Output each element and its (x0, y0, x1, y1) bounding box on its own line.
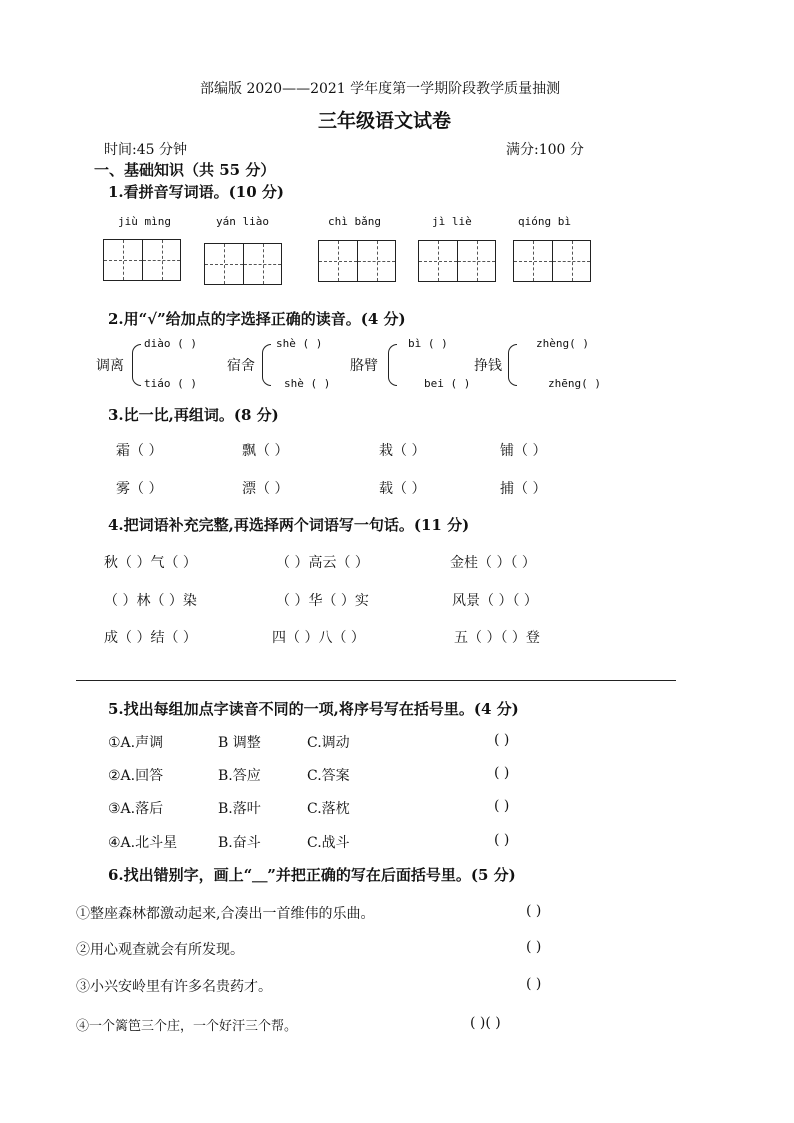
q3-item[interactable]: 捕（ ） (500, 481, 547, 497)
answer-grid-2[interactable] (204, 243, 282, 285)
q2-option-bottom-3[interactable]: bei ( ) (424, 377, 471, 390)
q5-answer-blank[interactable]: ( ) (494, 832, 510, 848)
q5-option-b: B.落叶 (218, 801, 261, 817)
brace (262, 344, 271, 386)
answer-grid-4[interactable] (418, 240, 496, 282)
q2-option-bottom-2[interactable]: shè ( ) (284, 377, 331, 390)
q6-sentence-1: ①整座森林都激动起来,合凑出一首维伟的乐曲。 (76, 906, 375, 922)
q1-pinyin-4: jì liè (432, 215, 472, 228)
q3-item[interactable]: 漂（ ） (242, 481, 289, 497)
q5-option-c: C.战斗 (307, 835, 350, 851)
q4-title: 4.把词语补充完整,再选择两个词语写一句话。(11 分) (108, 516, 470, 534)
q5-option-c: C.答案 (307, 768, 350, 784)
q1-pinyin-5: qióng bì (518, 215, 571, 228)
q1-pinyin-3: chì bǎng (328, 215, 381, 228)
answer-grid-3[interactable] (318, 240, 396, 282)
q5-answer-blank[interactable]: ( ) (494, 798, 510, 814)
q6-answer-blank[interactable]: ( ) (526, 976, 542, 992)
q6-sentence-3: ③小兴安岭里有许多名贵药才。 (76, 979, 272, 995)
exam-title: 部编版 2020——2021 学年度第一学期阶段教学质量抽测 (200, 81, 561, 97)
paper-title: 三年级语文试卷 (318, 110, 452, 132)
brace (508, 344, 517, 386)
q3-title: 3.比一比,再组词。(8 分) (108, 406, 279, 424)
q2-word-2: 宿舍 (227, 358, 255, 374)
q1-title: 1.看拼音写词语。(10 分) (108, 183, 284, 201)
q2-title: 2.用“√”给加点的字选择正确的读音。(4 分) (108, 310, 406, 328)
q2-option-top-3[interactable]: bì ( ) (408, 337, 448, 350)
q4-item[interactable]: 五（ ）（ ）登 (454, 630, 540, 646)
q6-sentence-4: ④一个篱笆三个庄，一个好汗三个帮。 (76, 1019, 298, 1034)
q5-option-a: ③A.落后 (108, 801, 164, 817)
q3-item[interactable]: 载（ ） (379, 481, 426, 497)
q2-option-top-2[interactable]: shè ( ) (276, 337, 323, 350)
q3-item[interactable]: 栽（ ） (379, 443, 426, 459)
q4-item[interactable]: 四（ ）八（ ） (272, 630, 365, 646)
answer-grid-5[interactable] (513, 240, 591, 282)
q4-item[interactable]: （ ）华（ ）实 (276, 593, 369, 609)
q1-pinyin-2: yán liào (216, 215, 269, 228)
q4-item[interactable]: （ ）林（ ）染 (104, 593, 197, 609)
q3-item[interactable]: 铺（ ） (500, 443, 547, 459)
writing-line[interactable] (76, 680, 676, 681)
q6-answer-blank[interactable]: ( ) (526, 939, 542, 955)
q5-answer-blank[interactable]: ( ) (494, 765, 510, 781)
q4-item[interactable]: 风景（ ）（ ） (452, 593, 538, 609)
q5-option-b: B.答应 (218, 768, 261, 784)
q6-answer-blank[interactable]: ( ) (526, 903, 542, 919)
q4-item[interactable]: 金桂（ ）（ ） (450, 555, 536, 571)
q5-option-a: ①A.声调 (108, 735, 164, 751)
q2-word-1: 调离 (96, 358, 124, 374)
q3-item[interactable]: 飘（ ） (242, 443, 289, 459)
q3-item[interactable]: 霜（ ） (116, 443, 163, 459)
q5-option-b: B 调整 (218, 735, 261, 751)
brace (132, 344, 141, 386)
q6-title: 6.找出错别字，画上“＿”并把正确的写在后面括号里。(5 分) (108, 866, 516, 884)
q2-option-top-4[interactable]: zhèng( ) (536, 337, 589, 350)
q5-option-a: ④A.北斗星 (108, 835, 178, 851)
q2-option-top-1[interactable]: diào ( ) (144, 337, 197, 350)
q3-item[interactable]: 雾（ ） (116, 481, 163, 497)
q4-item[interactable]: 成（ ）结（ ） (104, 630, 197, 646)
q2-word-3: 胳臂 (350, 358, 378, 374)
q5-option-c: C.落枕 (307, 801, 350, 817)
q5-option-c: C.调动 (307, 735, 350, 751)
q6-answer-blank[interactable]: ( )( ) (470, 1015, 501, 1031)
q1-pinyin-1: jiù mìng (118, 215, 171, 228)
q6-sentence-2: ②用心观查就会有所发现。 (76, 942, 244, 958)
section-title: 一、基础知识（共 55 分） (94, 161, 276, 179)
q5-option-b: B.奋斗 (218, 835, 261, 851)
q5-answer-blank[interactable]: ( ) (494, 732, 510, 748)
q2-option-bottom-1[interactable]: tiáo ( ) (144, 377, 197, 390)
q5-title: 5.找出每组加点字读音不同的一项,将序号写在括号里。(4 分) (108, 700, 519, 718)
q2-word-4: 挣钱 (474, 358, 502, 374)
q4-item[interactable]: （ ）高云（ ） (276, 555, 369, 571)
time-label: 时间:45 分钟 (104, 142, 187, 158)
brace (388, 344, 397, 386)
q2-option-bottom-4[interactable]: zhēng( ) (548, 377, 601, 390)
q5-option-a: ②A.回答 (108, 768, 164, 784)
score-label: 满分:100 分 (506, 142, 584, 158)
answer-grid-1[interactable] (103, 239, 181, 281)
q4-item[interactable]: 秋（ ）气（ ） (104, 555, 197, 571)
